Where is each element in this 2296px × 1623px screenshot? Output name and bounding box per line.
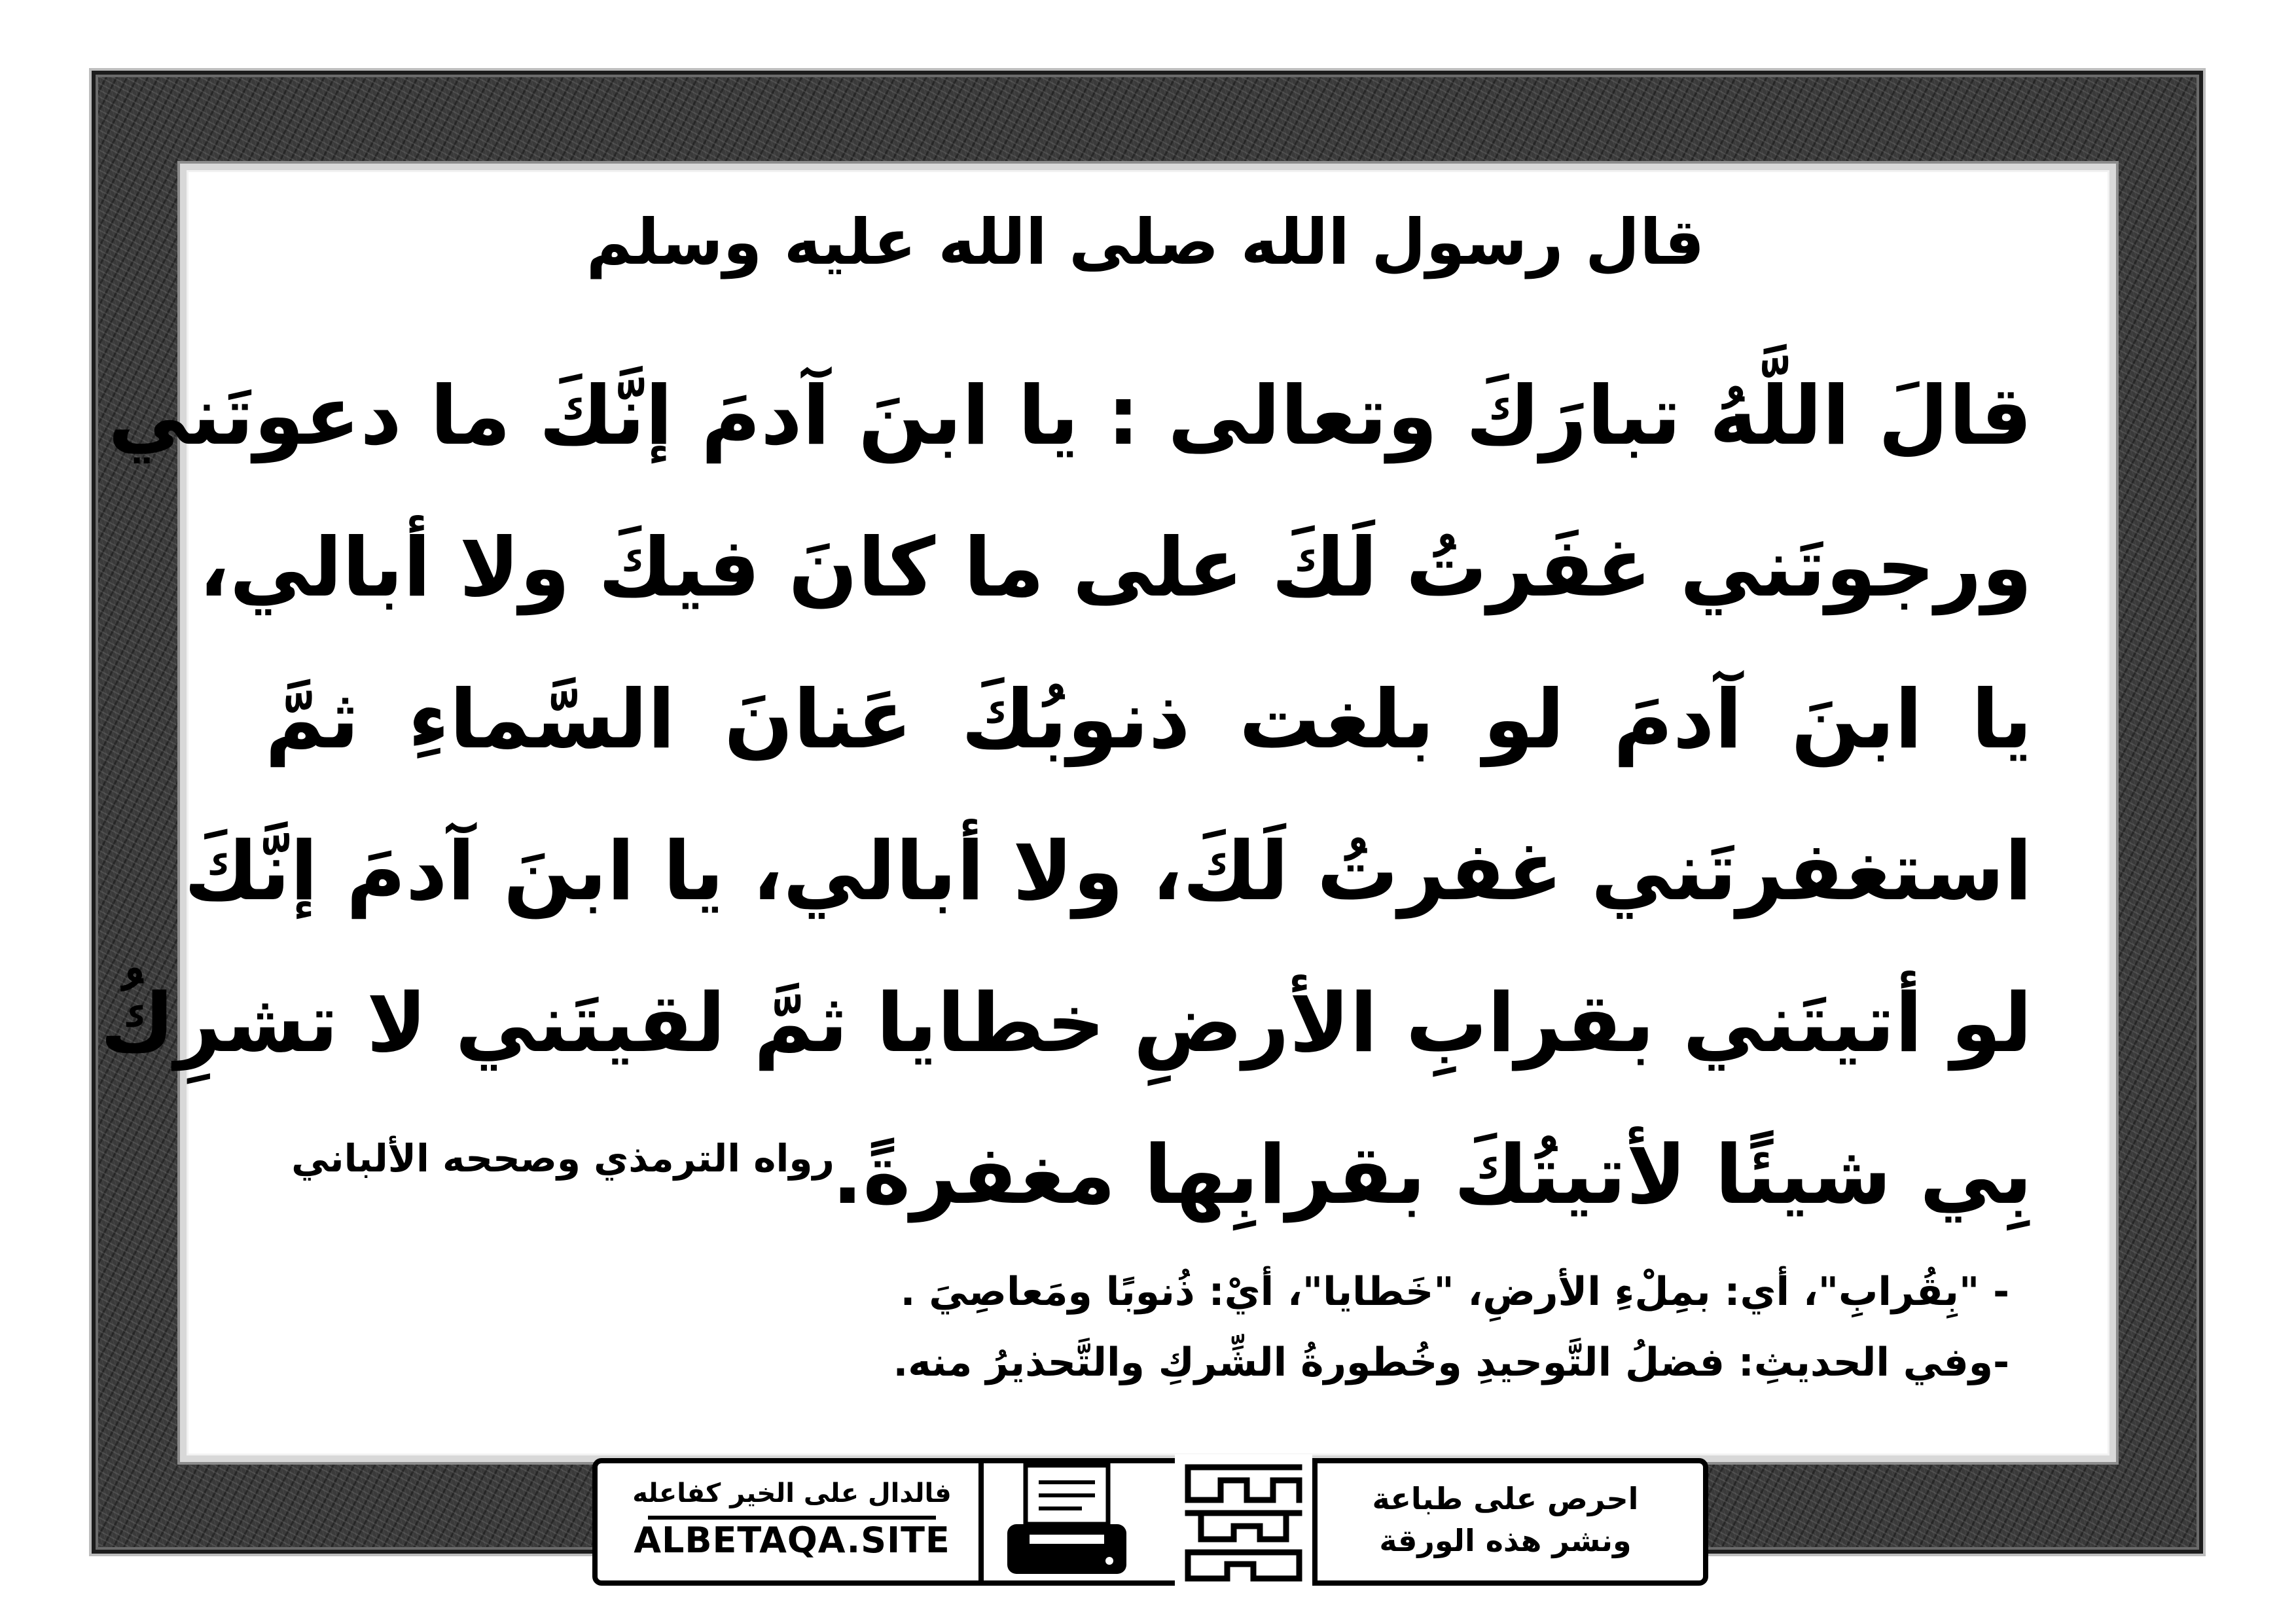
- page-title: قال رسول الله صلى الله عليه وسلم: [586, 205, 1705, 279]
- note-line: -وفي الحديثِ: فضلُ التَّوحيدِ وخُطورةُ الشِّركِ والتَّحذيرُ منه.: [893, 1340, 2009, 1385]
- dawah-paper-logo-icon: [1175, 1454, 1312, 1590]
- site-credit: [609, 1474, 975, 1568]
- hadith-line: يا ابنَ آدمَ لو بلغت ذنوبُكَ عَنانَ السَّماءِ ثمَّ: [265, 673, 2032, 767]
- footer-divider: [1312, 1458, 1318, 1586]
- print-appeal: [1335, 1478, 1676, 1561]
- print-appeal-line: ونشر هذه الورقة: [1379, 1523, 1632, 1558]
- printer-icon: [998, 1456, 1136, 1587]
- divider: [648, 1516, 936, 1520]
- hadith-text: [100, 340, 2032, 1251]
- note-line: - "بِقُرابِ"، أي: بمِلْءِ الأرضِ، "خَطايا"، أيْ: ذُنوبًا ومَعاصِيَ .: [900, 1269, 2009, 1315]
- site-tagline: فالدال على الخير كفاعله: [632, 1478, 952, 1508]
- footer-divider: [978, 1458, 984, 1586]
- hadith-line: بِي شيئًا لأتيتُكَ بقرابِها مغفرةً.: [832, 1128, 2032, 1222]
- hadith-line: لو أتيتَني بقرابِ الأرضِ خطايا ثمَّ لقيتَني لا تشرِكُ: [100, 976, 2032, 1071]
- hadith-line: ورجوتَني غفَرتُ لَكَ على ما كانَ فيكَ ولا أبالي،: [198, 521, 2032, 615]
- hadith-line: استغفرتَني غفرتُ لَكَ، ولا أبالي، يا ابنَ آدمَ إنَّكَ: [184, 825, 2032, 919]
- print-appeal-line: احرص على طباعة: [1372, 1481, 1639, 1516]
- hadith-source: رواه الترمذي وصححه الألباني: [291, 1136, 834, 1181]
- site-url: ALBETAQA.SITE: [634, 1520, 950, 1561]
- explanation-notes: [746, 1257, 2009, 1398]
- hadith-line: قالَ اللَّهُ تبارَكَ وتعالى : يا ابنَ آدمَ إنَّكَ ما دعوتَني: [108, 369, 2032, 463]
